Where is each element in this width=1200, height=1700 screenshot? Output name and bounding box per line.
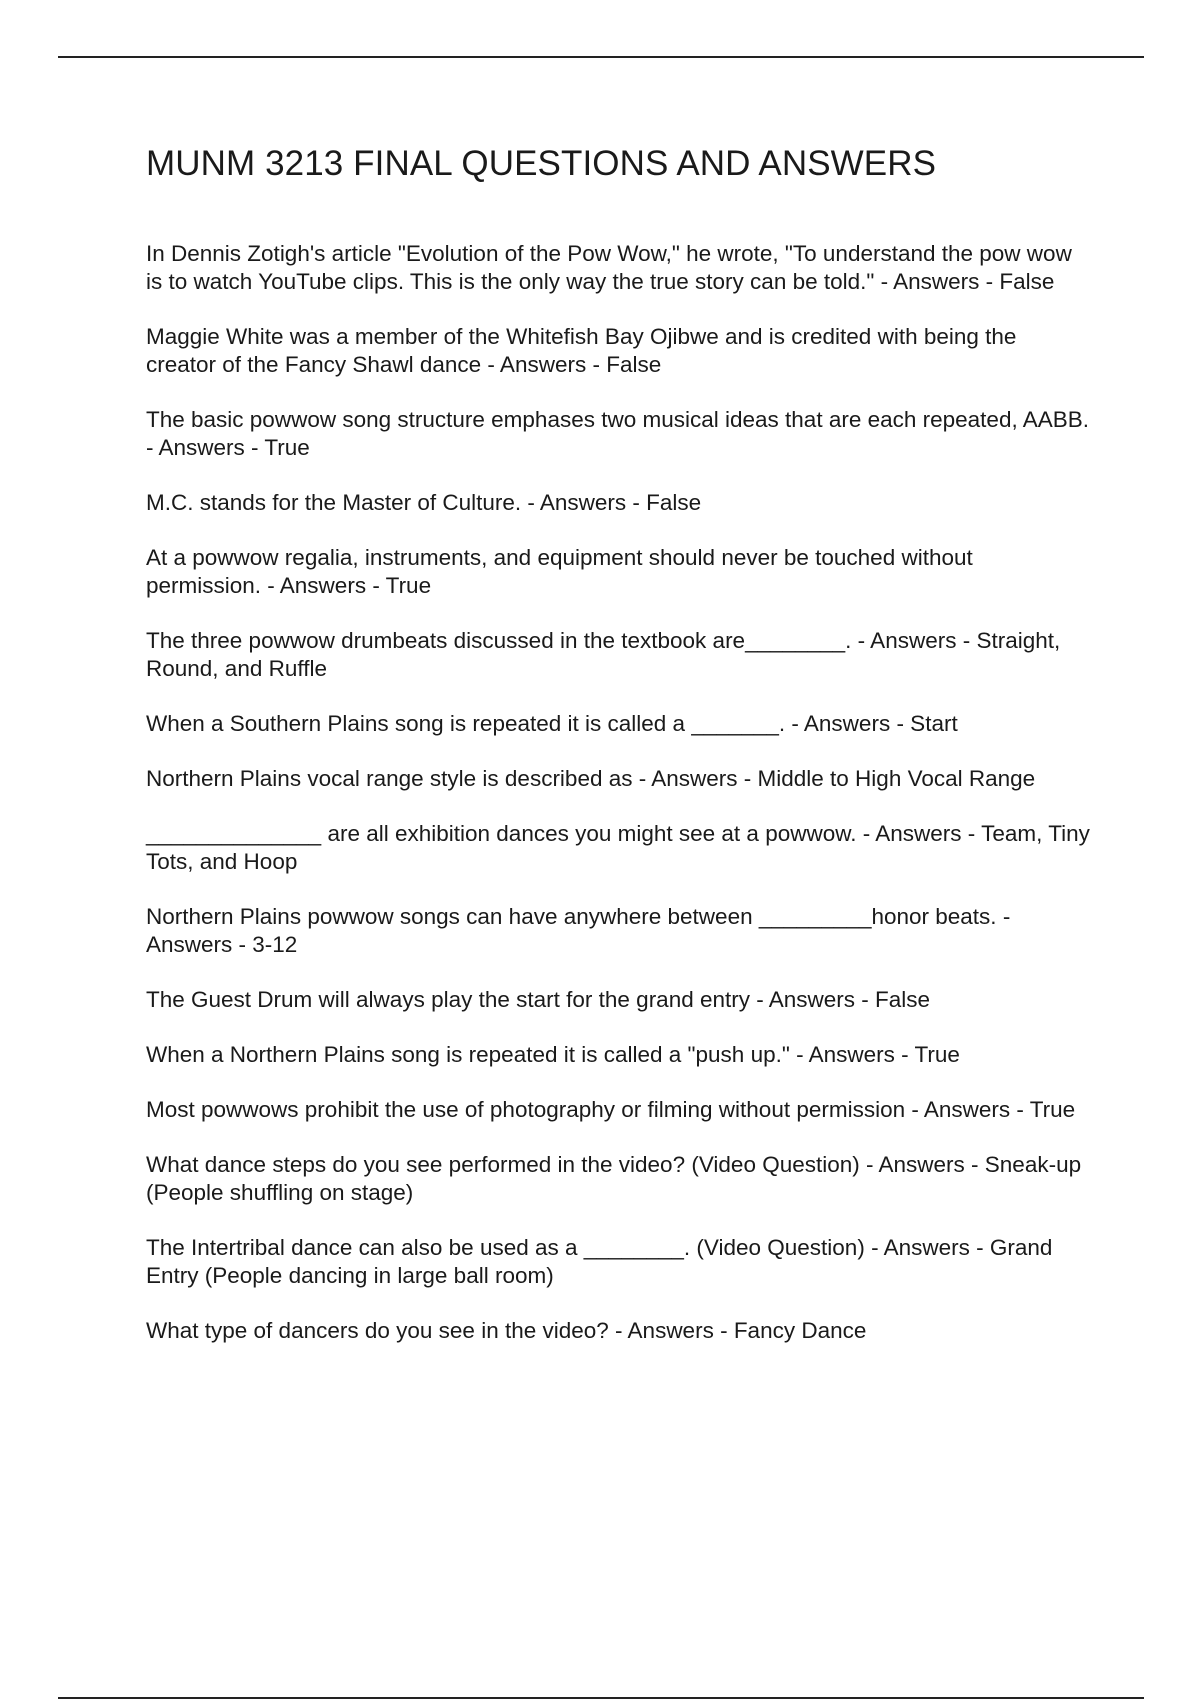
qa-item-11: The Guest Drum will always play the start for the grand entry - Answers - False [146, 987, 931, 1012]
qa-item-13: Most powwows prohibit the use of photography or filming without permission - Answers - True [146, 1097, 1076, 1122]
qa-list [146, 240, 1092, 1345]
bottom-divider [58, 1697, 1144, 1699]
qa-item-9: ______________ are all exhibition dances you might see at a powwow. - Answers - Team, Tiny Tots, and Hoop [146, 821, 1090, 874]
qa-item-4: M.C. stands for the Master of Culture. - Answers - False [146, 490, 702, 515]
qa-item-8: Northern Plains vocal range style is described as - Answers - Middle to High Vocal Range [146, 766, 1036, 791]
qa-item-10: Northern Plains powwow songs can have anywhere between _________honor beats. - Answers - 3-12 [146, 904, 1011, 957]
qa-item-12: When a Northern Plains song is repeated it is called a "push up." - Answers - True [146, 1042, 960, 1067]
qa-item-15: The Intertribal dance can also be used as a ________. (Video Question) - Answers - Grand Entry (People dancing in large ball room) [146, 1235, 1053, 1288]
qa-item-16: What type of dancers do you see in the video? - Answers - Fancy Dance [146, 1318, 867, 1343]
qa-item-2: Maggie White was a member of the Whitefish Bay Ojibwe and is credited with being the creator of the Fancy Shawl dance - Answers - False [146, 324, 1017, 377]
document-title: MUNM 3213 FINAL QUESTIONS AND ANSWERS [146, 144, 937, 183]
qa-item-14: What dance steps do you see performed in the video? (Video Question) - Answers - Sneak-up (People shuffling on stage) [146, 1152, 1082, 1205]
qa-item-6: The three powwow drumbeats discussed in the textbook are________. - Answers - Straight, Round, and Ruffle [146, 628, 1061, 681]
qa-item-1: In Dennis Zotigh's article "Evolution of the Pow Wow," he wrote, "To understand the pow wow is to watch YouTube clips. This is the only way the true story can be told." - Answers - False [146, 241, 1072, 294]
qa-item-7: When a Southern Plains song is repeated it is called a _______. - Answers - Start [146, 711, 958, 736]
qa-item-5: At a powwow regalia, instruments, and equipment should never be touched without permission. - Answers - True [146, 545, 973, 598]
qa-item-3: The basic powwow song structure emphases two musical ideas that are each repeated, AABB. - Answers - True [146, 407, 1090, 460]
top-divider [58, 56, 1144, 58]
document-body [146, 140, 1092, 1372]
